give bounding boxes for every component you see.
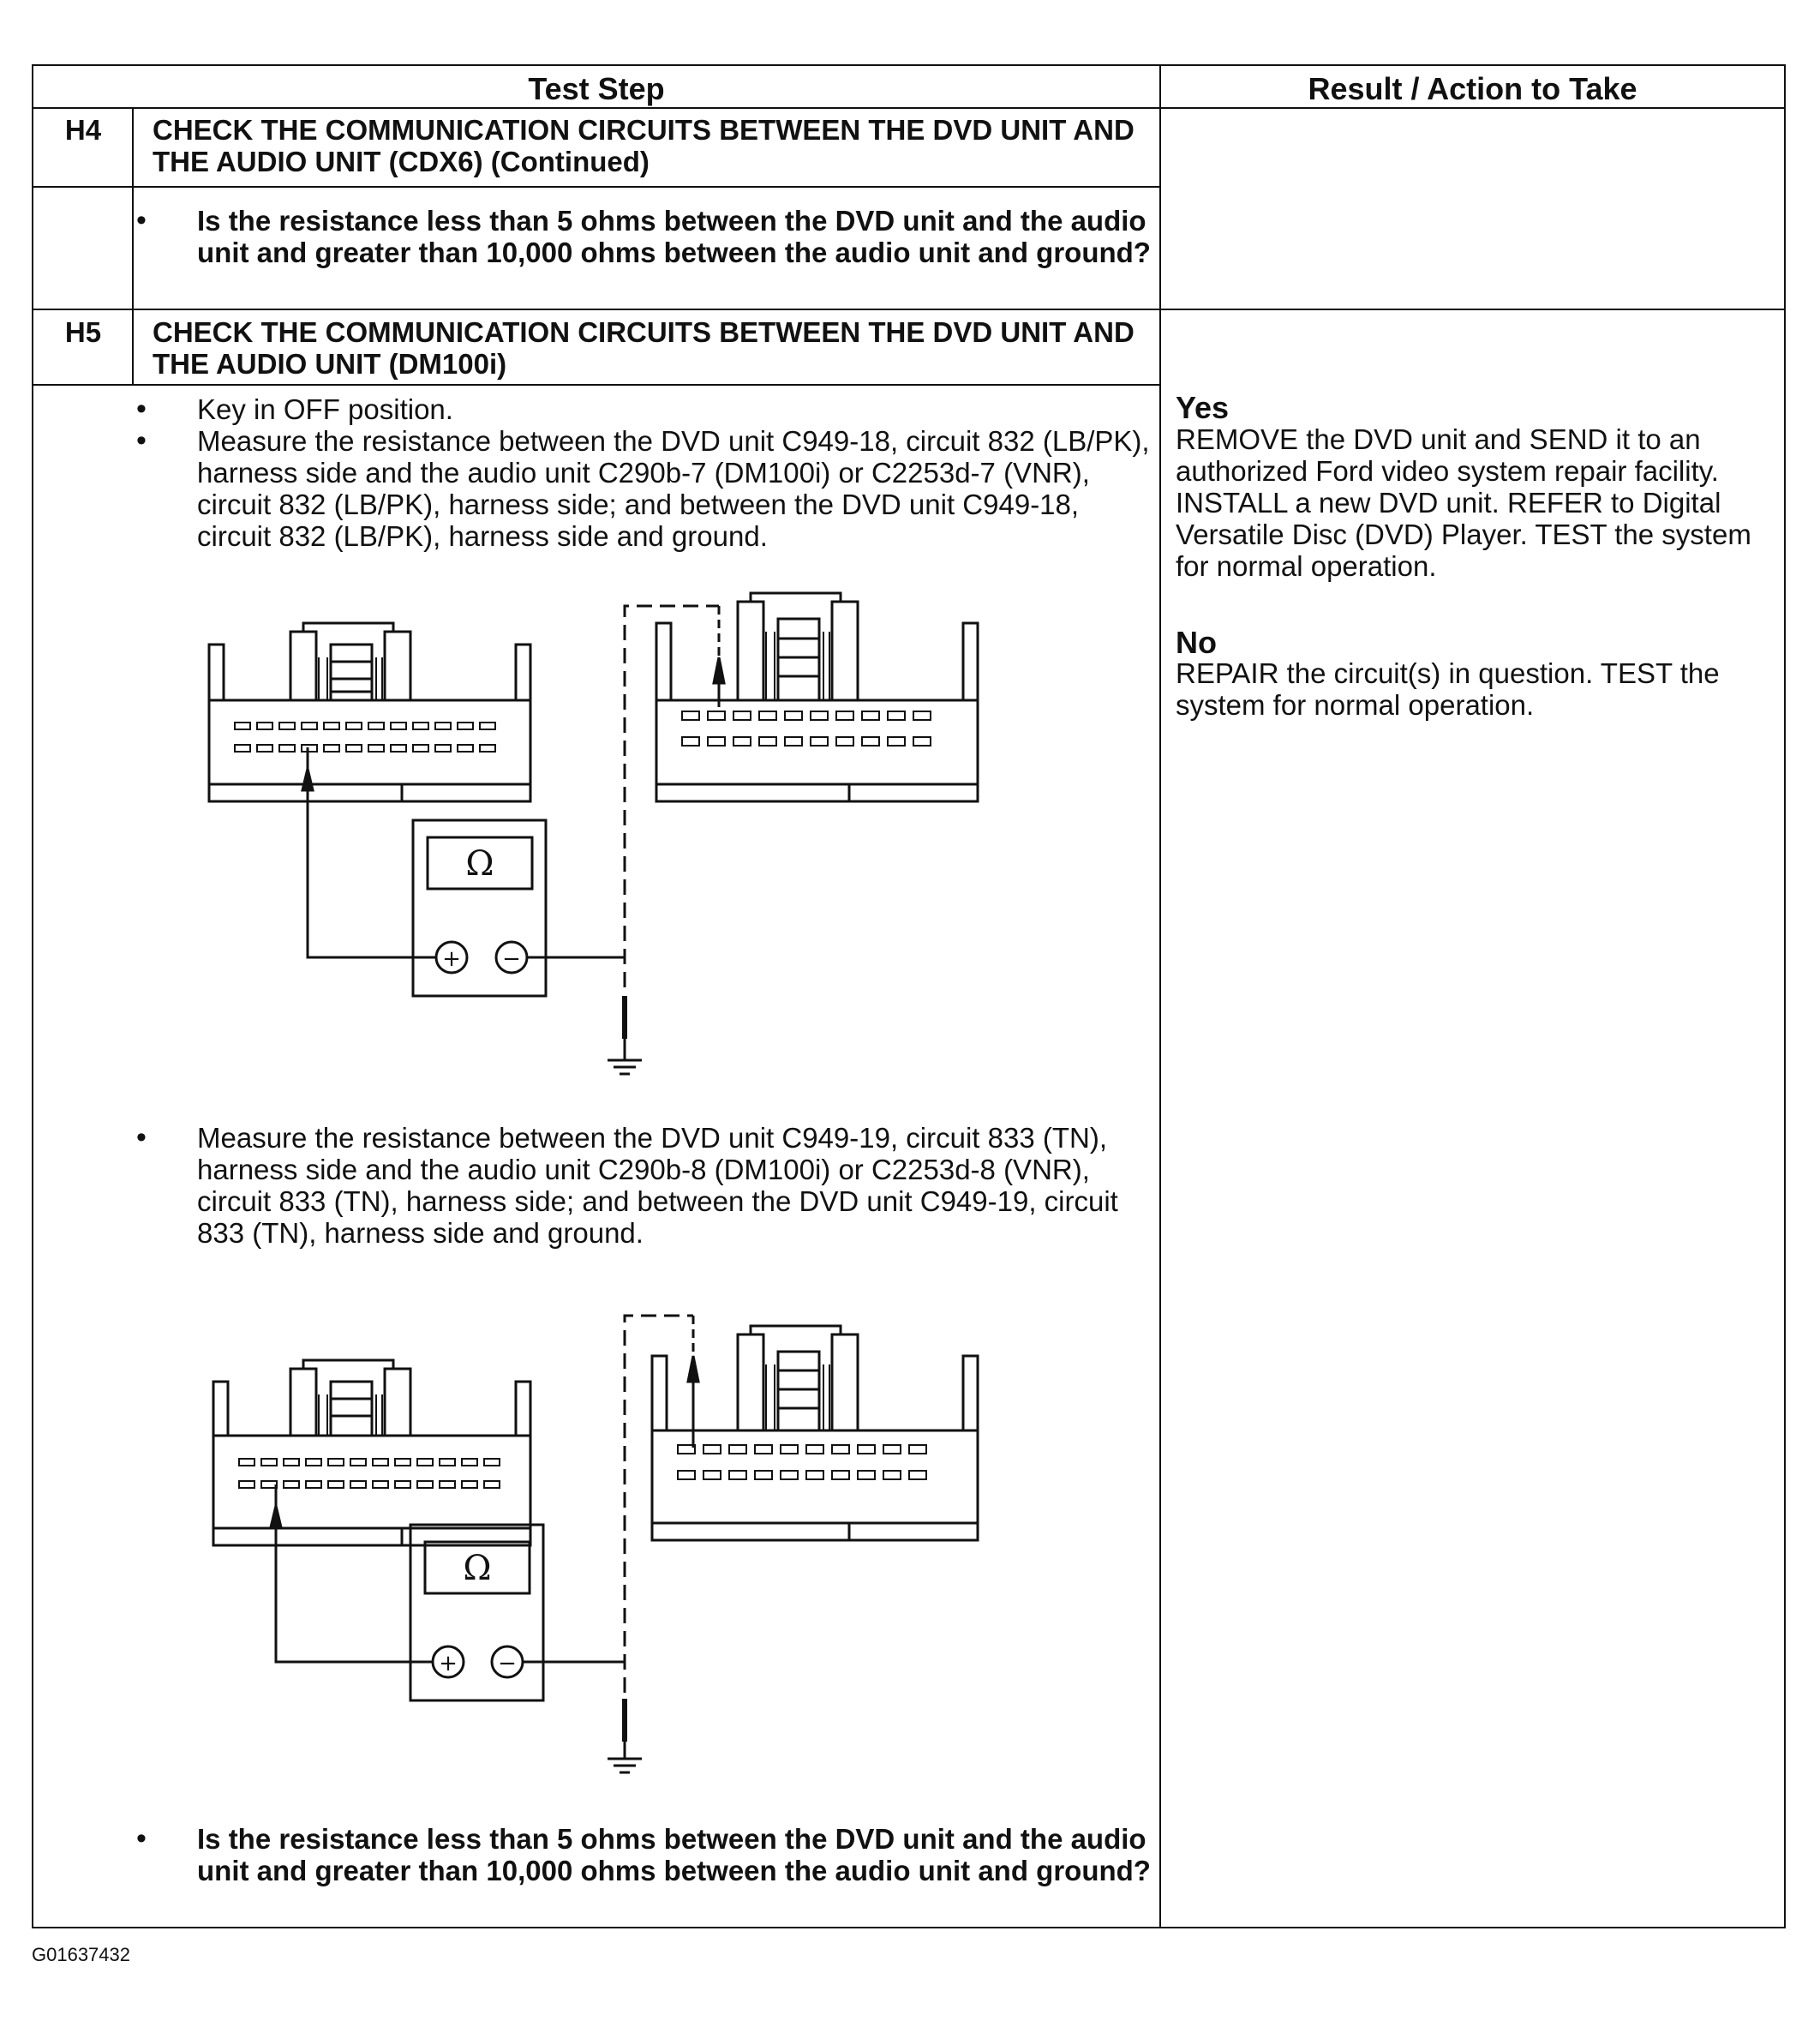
minus-symbol: −	[502, 946, 521, 972]
bullet-dot: •	[136, 204, 147, 237]
bullet-dot: •	[136, 393, 147, 425]
h5-bullet-2: Measure the resistance between the DVD unit C949-18, circuit 832 (LB/PK), harness side and the audio unit C290b-7 (DM100i) or C2253d-7 (VNR), circuit 832 (LB/PK), harness side; and between the DVD unit C949-18, circuit 832 (LB/PK), harness side and ground.	[197, 425, 1150, 552]
result-no-label: No	[1176, 625, 1217, 660]
result-yes-label: Yes	[1176, 390, 1230, 425]
ohm-symbol: Ω	[463, 1549, 492, 1588]
test-step-table	[32, 64, 1786, 1928]
column-divider	[1159, 66, 1161, 1927]
h5-bullet-1: Key in OFF position.	[197, 393, 453, 425]
result-yes-text: REMOVE the DVD unit and SEND it to an authorized Ford video system repair facility. INSTALL a new DVD unit. REFER to Digital Versatile Disc (DVD) Player. TEST the system for normal operation.	[1176, 423, 1751, 582]
step-title-h5: CHECK THE COMMUNICATION CIRCUITS BETWEEN THE DVD UNIT AND THE AUDIO UNIT (DM100i)	[153, 316, 1135, 380]
dvd-connector-pins-2	[239, 1459, 500, 1488]
bullet-dot: •	[136, 1822, 147, 1855]
step-title-h4: CHECK THE COMMUNICATION CIRCUITS BETWEEN THE DVD UNIT AND THE AUDIO UNIT (CDX6) (Continued)	[153, 114, 1135, 177]
step-id-h5: H5	[64, 316, 102, 348]
h5-question: Is the resistance less than 5 ohms between the DVD unit and the audio unit and greater than 10,000 ohms between the audio unit and ground?	[197, 1823, 1151, 1886]
bullet-dot: •	[136, 1121, 147, 1154]
audio-connector-pins-2	[678, 1445, 926, 1479]
dvd-connector-c949	[213, 1360, 530, 1545]
measurement-diagram-2	[33, 66, 1159, 1780]
h5-bullet-3: Measure the resistance between the DVD unit C949-19, circuit 833 (TN), harness side and the audio unit C290b-8 (DM100i) or C2253d-8 (VNR), circuit 833 (TN), harness side; and between the DVD unit C949-19, circuit 833 (TN), harness side and ground.	[197, 1122, 1118, 1249]
audio-connector-c290b	[652, 1326, 978, 1540]
step-id-h4: H4	[64, 114, 102, 146]
header-result: Result / Action to Take	[1308, 71, 1637, 106]
plus-symbol: +	[442, 946, 461, 972]
plus-symbol: +	[439, 1651, 458, 1676]
header-test-step: Test Step	[528, 71, 665, 106]
ohm-symbol: Ω	[465, 844, 494, 884]
minus-symbol: −	[498, 1651, 517, 1676]
figure-code: G01637432	[32, 1944, 130, 1965]
h4-question: Is the resistance less than 5 ohms between the DVD unit and the audio unit and greater than 10,000 ohms between the audio unit and ground?	[197, 205, 1151, 268]
bullet-dot: •	[136, 424, 147, 457]
result-no-text: REPAIR the circuit(s) in question. TEST the system for normal operation.	[1176, 657, 1720, 721]
jumper-dashed-lead	[625, 1316, 693, 1693]
